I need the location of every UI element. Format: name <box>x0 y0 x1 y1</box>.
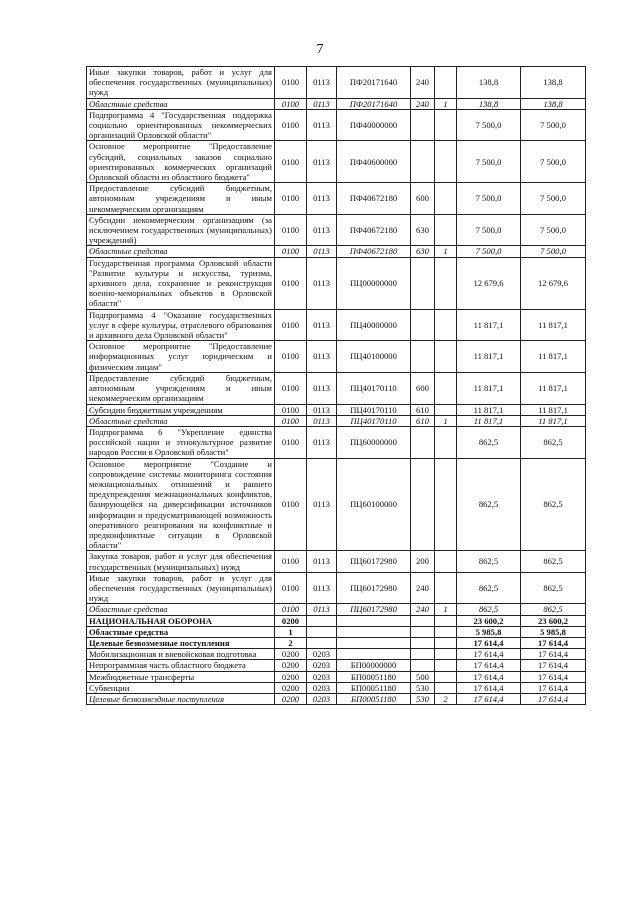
source-code-cell: 1 <box>435 604 457 615</box>
source-code-cell <box>435 183 457 215</box>
amount-cell: 862,5 <box>457 572 521 604</box>
subsection-code-cell: 0113 <box>307 309 337 341</box>
target-article-cell: ПЦ40170110 <box>337 404 411 415</box>
table-row <box>87 309 586 341</box>
row-name-cell: Подпрограмма 4 "Оказание государственных услуг в сфере культуры, отраслевого образования и архивного дела Орловской области" <box>87 309 275 341</box>
amount-cell: 138,8 <box>521 67 586 99</box>
section-code-cell: 0200 <box>275 615 307 626</box>
table-row <box>87 458 586 551</box>
expense-type-cell: 600 <box>411 183 435 215</box>
amount-cell: 11 817,1 <box>457 404 521 415</box>
subsection-code-cell: 0203 <box>307 671 337 682</box>
source-code-cell <box>435 671 457 682</box>
amount-cell: 17 614,4 <box>457 671 521 682</box>
target-article-cell: ПЦ60172980 <box>337 551 411 572</box>
amount-cell: 7 500,0 <box>457 141 521 183</box>
expense-type-cell: 530 <box>411 682 435 693</box>
expense-type-cell <box>411 141 435 183</box>
amount-cell: 862,5 <box>457 426 521 458</box>
amount-cell: 17 614,4 <box>457 682 521 693</box>
amount-cell: 11 817,1 <box>457 341 521 373</box>
target-article-cell: ПЦ40170110 <box>337 415 411 426</box>
row-name-cell: Областные средства <box>87 246 275 257</box>
expense-type-cell <box>411 257 435 309</box>
row-name-cell: Целевые безвозмезные поступления <box>87 637 275 648</box>
target-article-cell: ПФ40672180 <box>337 246 411 257</box>
amount-cell: 7 500,0 <box>457 246 521 257</box>
amount-cell: 862,5 <box>521 572 586 604</box>
source-code-cell <box>435 426 457 458</box>
expense-type-cell: 630 <box>411 214 435 246</box>
expense-type-cell: 200 <box>411 551 435 572</box>
amount-cell: 17 614,4 <box>521 671 586 682</box>
subsection-code-cell: 0113 <box>307 141 337 183</box>
amount-cell: 7 500,0 <box>521 214 586 246</box>
expense-type-cell <box>411 626 435 637</box>
amount-cell: 7 500,0 <box>457 183 521 215</box>
subsection-code-cell: 0113 <box>307 98 337 109</box>
amount-cell: 138,8 <box>521 98 586 109</box>
target-article-cell: БП00051180 <box>337 671 411 682</box>
amount-cell: 11 817,1 <box>457 415 521 426</box>
subsection-code-cell: 0113 <box>307 183 337 215</box>
target-article-cell: ПФ40672180 <box>337 214 411 246</box>
row-name-cell: Межбюджетные трансферты <box>87 671 275 682</box>
amount-cell: 17 614,4 <box>521 682 586 693</box>
amount-cell: 138,8 <box>457 98 521 109</box>
row-name-cell: Целевые безвозмездные поступления <box>87 693 275 704</box>
expense-type-cell <box>411 660 435 671</box>
source-code-cell: 1 <box>435 415 457 426</box>
source-code-cell <box>435 551 457 572</box>
amount-cell: 11 817,1 <box>521 404 586 415</box>
target-article-cell: ПЦ60000000 <box>337 426 411 458</box>
expense-type-cell <box>411 615 435 626</box>
expense-type-cell: 600 <box>411 372 435 404</box>
table-row <box>87 67 586 99</box>
amount-cell: 862,5 <box>457 551 521 572</box>
expense-type-cell: 610 <box>411 415 435 426</box>
section-code-cell: 0200 <box>275 660 307 671</box>
expense-type-cell <box>411 426 435 458</box>
target-article-cell: БП00051180 <box>337 693 411 704</box>
amount-cell: 23 600,2 <box>521 615 586 626</box>
table-row <box>87 604 586 615</box>
table-row <box>87 660 586 671</box>
amount-cell: 862,5 <box>521 604 586 615</box>
target-article-cell: ПФ40600000 <box>337 141 411 183</box>
source-code-cell <box>435 141 457 183</box>
subsection-code-cell: 0113 <box>307 257 337 309</box>
amount-cell: 138,8 <box>457 67 521 99</box>
table-row <box>87 551 586 572</box>
expense-type-cell <box>411 637 435 648</box>
amount-cell: 17 614,4 <box>521 649 586 660</box>
source-code-cell <box>435 572 457 604</box>
target-article-cell: ПЦ40000000 <box>337 309 411 341</box>
section-code-cell: 0100 <box>275 551 307 572</box>
subsection-code-cell: 0113 <box>307 551 337 572</box>
table-row <box>87 682 586 693</box>
section-code-cell: 2 <box>275 637 307 648</box>
source-code-cell <box>435 214 457 246</box>
table-row <box>87 649 586 660</box>
row-name-cell: Мобилизационная и вневойсковая подготовка <box>87 649 275 660</box>
subsection-code-cell: 0113 <box>307 214 337 246</box>
subsection-code-cell: 0203 <box>307 660 337 671</box>
row-name-cell: Субсидии бюджетным учреждениям <box>87 404 275 415</box>
source-code-cell: 1 <box>435 98 457 109</box>
subsection-code-cell <box>307 615 337 626</box>
amount-cell: 17 614,4 <box>457 637 521 648</box>
table-row <box>87 98 586 109</box>
amount-cell: 11 817,1 <box>521 372 586 404</box>
expense-type-cell: 500 <box>411 671 435 682</box>
amount-cell: 7 500,0 <box>457 214 521 246</box>
section-code-cell: 0100 <box>275 257 307 309</box>
amount-cell: 7 500,0 <box>521 109 586 141</box>
amount-cell: 5 985,8 <box>521 626 586 637</box>
section-code-cell: 0200 <box>275 682 307 693</box>
row-name-cell: Областные средства <box>87 604 275 615</box>
source-code-cell <box>435 626 457 637</box>
section-code-cell: 0200 <box>275 649 307 660</box>
source-code-cell <box>435 649 457 660</box>
table-row <box>87 626 586 637</box>
section-code-cell: 0100 <box>275 141 307 183</box>
amount-cell: 17 614,4 <box>521 660 586 671</box>
section-code-cell: 0200 <box>275 671 307 682</box>
table-row <box>87 257 586 309</box>
section-code-cell: 0200 <box>275 693 307 704</box>
subsection-code-cell <box>307 626 337 637</box>
amount-cell: 7 500,0 <box>521 246 586 257</box>
source-code-cell <box>435 637 457 648</box>
section-code-cell: 0100 <box>275 341 307 373</box>
row-name-cell: Закупка товаров, работ и услуг для обеспечения государственных (муниципальных) нужд <box>87 551 275 572</box>
source-code-cell <box>435 615 457 626</box>
target-article-cell: БП00051180 <box>337 682 411 693</box>
table-row <box>87 372 586 404</box>
amount-cell: 862,5 <box>457 604 521 615</box>
target-article-cell: ПЦ60172980 <box>337 604 411 615</box>
amount-cell: 862,5 <box>521 551 586 572</box>
table-row <box>87 404 586 415</box>
amount-cell: 17 614,4 <box>457 693 521 704</box>
section-code-cell: 0100 <box>275 98 307 109</box>
subsection-code-cell <box>307 637 337 648</box>
subsection-code-cell: 0113 <box>307 426 337 458</box>
table-row <box>87 246 586 257</box>
section-code-cell: 1 <box>275 626 307 637</box>
section-code-cell: 0100 <box>275 109 307 141</box>
expense-type-cell: 530 <box>411 693 435 704</box>
target-article-cell: БП00000000 <box>337 660 411 671</box>
expense-type-cell: 240 <box>411 604 435 615</box>
section-code-cell: 0100 <box>275 246 307 257</box>
amount-cell: 862,5 <box>521 426 586 458</box>
section-code-cell: 0100 <box>275 309 307 341</box>
row-name-cell: Подпрограмма 6 "Укрепление единства российской нации и этнокультурное развитие народов России в Орловской области" <box>87 426 275 458</box>
row-name-cell: Подпрограмма 4 "Государственная поддержка социально ориентированных некоммерческих организаций Орловской области" <box>87 109 275 141</box>
table-row <box>87 183 586 215</box>
table-row <box>87 415 586 426</box>
section-code-cell: 0100 <box>275 183 307 215</box>
amount-cell: 17 614,4 <box>521 637 586 648</box>
table-row <box>87 572 586 604</box>
row-name-cell: Непрограммная часть областного бюджета <box>87 660 275 671</box>
source-code-cell <box>435 682 457 693</box>
target-article-cell: ПФ40000000 <box>337 109 411 141</box>
subsection-code-cell: 0203 <box>307 649 337 660</box>
row-name-cell: Областные средства <box>87 98 275 109</box>
target-article-cell: ПФ20171640 <box>337 98 411 109</box>
target-article-cell <box>337 626 411 637</box>
section-code-cell: 0100 <box>275 572 307 604</box>
source-code-cell <box>435 67 457 99</box>
section-code-cell: 0100 <box>275 214 307 246</box>
expense-type-cell <box>411 649 435 660</box>
amount-cell: 7 500,0 <box>521 141 586 183</box>
target-article-cell: ПФ40672180 <box>337 183 411 215</box>
page-number: 7 <box>316 42 324 57</box>
subsection-code-cell: 0113 <box>307 458 337 551</box>
row-name-cell: Областные средства <box>87 415 275 426</box>
target-article-cell: ПЦ40100000 <box>337 341 411 373</box>
row-name-cell: Основное мероприятие "Создание и сопровождение системы мониторинга состояния межнациональных отношений и раннего предупреждения межнациональных конфликтов, базирующейся на диверсификации источников информации и предусматривающей возможность оперативного реагирования на конфликтные и предконфликтные ситуации в Орловской области" <box>87 458 275 551</box>
expense-type-cell: 240 <box>411 98 435 109</box>
source-code-cell <box>435 404 457 415</box>
source-code-cell <box>435 257 457 309</box>
expense-type-cell: 610 <box>411 404 435 415</box>
table-row <box>87 141 586 183</box>
row-name-cell: Основное мероприятие "Предоставление субсидий, социальных заказов социально ориентированных коммерческих организаций Орловской области из областного бюджета" <box>87 141 275 183</box>
amount-cell: 862,5 <box>521 458 586 551</box>
amount-cell: 23 600,2 <box>457 615 521 626</box>
target-article-cell: ПЦ60100000 <box>337 458 411 551</box>
subsection-code-cell: 0113 <box>307 572 337 604</box>
amount-cell: 11 817,1 <box>457 309 521 341</box>
table-row <box>87 693 586 704</box>
expense-type-cell <box>411 109 435 141</box>
section-code-cell: 0100 <box>275 426 307 458</box>
subsection-code-cell: 0113 <box>307 67 337 99</box>
subsection-code-cell: 0113 <box>307 604 337 615</box>
source-code-cell: 1 <box>435 246 457 257</box>
amount-cell: 11 817,1 <box>521 341 586 373</box>
amount-cell: 12 679,6 <box>457 257 521 309</box>
expense-type-cell <box>411 458 435 551</box>
row-name-cell: Основное мероприятие "Предоставление информационных услуг юридическим и физическим лицам" <box>87 341 275 373</box>
row-name-cell: НАЦИОНАЛЬНАЯ ОБОРОНА <box>87 615 275 626</box>
row-name-cell: Областные средства <box>87 626 275 637</box>
row-name-cell: Субсидии некоммерческим организациям (за исключением государственных (муниципальных) учреждений) <box>87 214 275 246</box>
section-code-cell: 0100 <box>275 67 307 99</box>
amount-cell: 11 817,1 <box>521 415 586 426</box>
expense-type-cell: 630 <box>411 246 435 257</box>
row-name-cell: Иные закупки товаров, работ и услуг для обеспечения государственных (муниципальных) нужд <box>87 67 275 99</box>
subsection-code-cell: 0113 <box>307 415 337 426</box>
amount-cell: 12 679,6 <box>521 257 586 309</box>
target-article-cell <box>337 615 411 626</box>
source-code-cell <box>435 309 457 341</box>
expense-type-cell <box>411 341 435 373</box>
row-name-cell: Государственная программа Орловской области "Развитие культуры и искусства, туризма, архивного дела, сохранение и реконструкция военно-мемориальных объектов в Орловской области" <box>87 257 275 309</box>
table-row <box>87 214 586 246</box>
table-row <box>87 426 586 458</box>
target-article-cell: ПЦ00000000 <box>337 257 411 309</box>
subsection-code-cell: 0113 <box>307 404 337 415</box>
subsection-code-cell: 0113 <box>307 372 337 404</box>
target-article-cell <box>337 637 411 648</box>
row-name-cell: Субвенции <box>87 682 275 693</box>
source-code-cell <box>435 372 457 404</box>
section-code-cell: 0100 <box>275 458 307 551</box>
table-row <box>87 109 586 141</box>
section-code-cell: 0100 <box>275 372 307 404</box>
target-article-cell: ПФ20171640 <box>337 67 411 99</box>
amount-cell: 7 500,0 <box>457 109 521 141</box>
amount-cell: 17 614,4 <box>457 660 521 671</box>
target-article-cell <box>337 649 411 660</box>
subsection-code-cell: 0113 <box>307 109 337 141</box>
subsection-code-cell: 0113 <box>307 341 337 373</box>
amount-cell: 5 985,8 <box>457 626 521 637</box>
section-code-cell: 0100 <box>275 415 307 426</box>
source-code-cell <box>435 341 457 373</box>
row-name-cell: Иные закупки товаров, работ и услуг для обеспечения государственных (муниципальных) нужд <box>87 572 275 604</box>
table-row <box>87 615 586 626</box>
target-article-cell: ПЦ60172980 <box>337 572 411 604</box>
row-name-cell: Предоставление субсидий бюджетным, автономным учреждениям и иным некоммерческим организациям <box>87 372 275 404</box>
source-code-cell <box>435 109 457 141</box>
subsection-code-cell: 0203 <box>307 693 337 704</box>
amount-cell: 11 817,1 <box>457 372 521 404</box>
subsection-code-cell: 0203 <box>307 682 337 693</box>
table-row <box>87 341 586 373</box>
amount-cell: 11 817,1 <box>521 309 586 341</box>
section-code-cell: 0100 <box>275 404 307 415</box>
amount-cell: 862,5 <box>457 458 521 551</box>
section-code-cell: 0100 <box>275 604 307 615</box>
amount-cell: 17 614,4 <box>457 649 521 660</box>
target-article-cell: ПЦ40170110 <box>337 372 411 404</box>
table-row <box>87 637 586 648</box>
expense-type-cell <box>411 309 435 341</box>
table-row <box>87 671 586 682</box>
budget-table-body <box>87 67 586 705</box>
source-code-cell <box>435 660 457 671</box>
amount-cell: 7 500,0 <box>521 183 586 215</box>
amount-cell: 17 614,4 <box>521 693 586 704</box>
expense-type-cell: 240 <box>411 572 435 604</box>
row-name-cell: Предоставление субсидий бюджетным, автономным учреждениям и иным некоммерческим организациям <box>87 183 275 215</box>
source-code-cell: 2 <box>435 693 457 704</box>
expense-type-cell: 240 <box>411 67 435 99</box>
subsection-code-cell: 0113 <box>307 246 337 257</box>
source-code-cell <box>435 458 457 551</box>
budget-table <box>86 66 586 705</box>
